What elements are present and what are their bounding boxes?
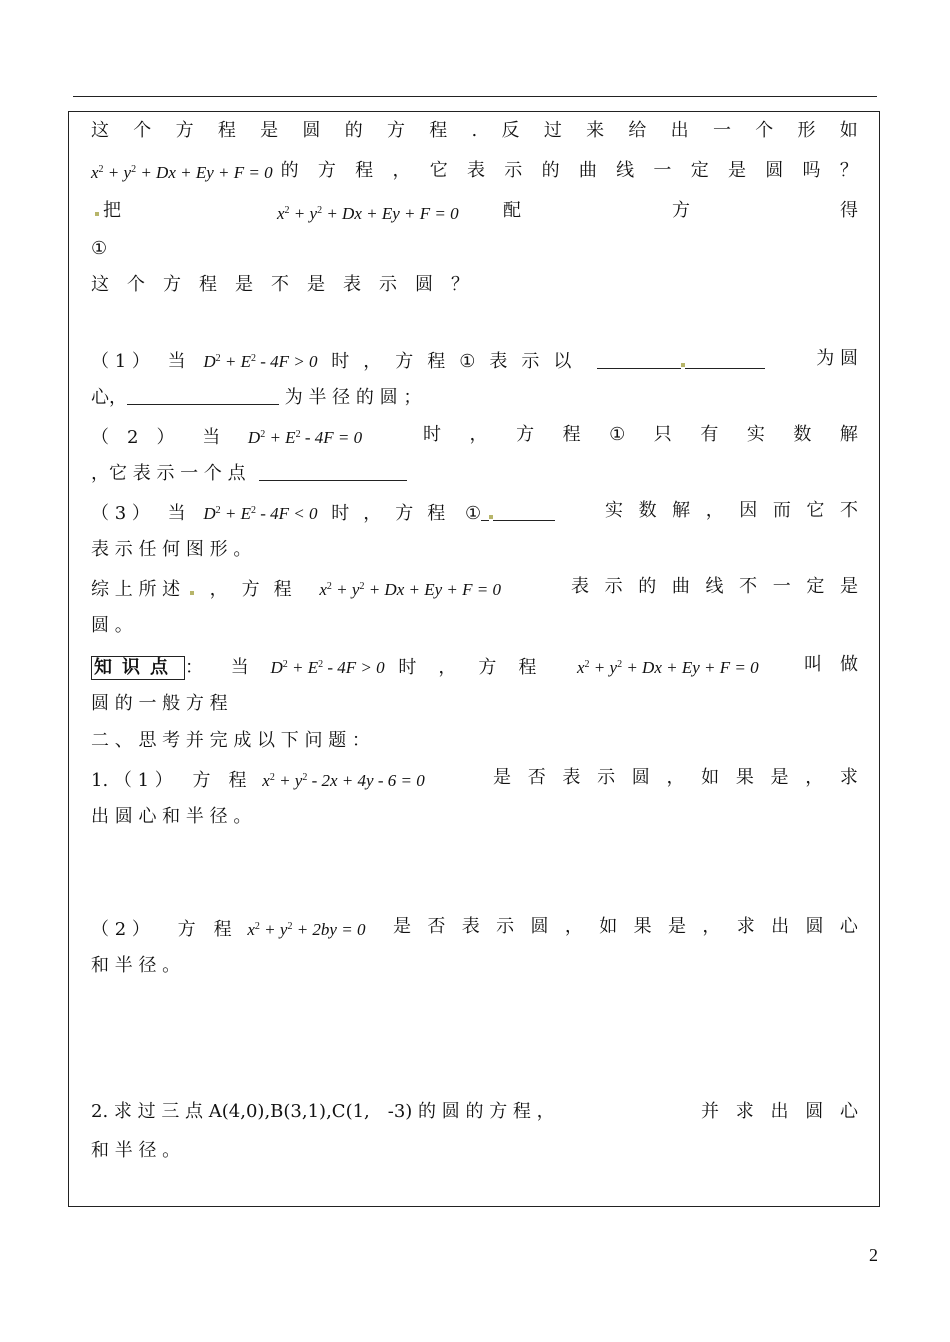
circled-one: ① — [465, 503, 482, 524]
c1_rest-char: ① — [459, 351, 476, 372]
l2_rest-char: 的 — [541, 160, 560, 181]
section-2-heading — [91, 726, 858, 756]
l2_rest-char: 曲 — [578, 160, 597, 181]
s1_tail-char: 定 — [806, 576, 825, 597]
blank-center-1[interactable] — [597, 350, 681, 369]
c3_d-char: 不 — [839, 500, 858, 521]
l2_rest-char: 一 — [653, 160, 672, 181]
q3_rest-char: 并 — [701, 1101, 719, 1122]
line-3 — [91, 196, 858, 226]
c2_rest-char: ， — [469, 424, 488, 445]
q3-tail: 和 半 径 。 — [91, 1140, 181, 1161]
l2_rest-char: ？ — [839, 160, 858, 181]
q2_rest-char: ， — [564, 916, 583, 937]
q2-equation: $x^2 + y^2 + 2by = 0$ — [247, 920, 366, 939]
line-4 — [91, 234, 858, 264]
case-1-tail: 为 半 径 的 圆 ； — [284, 387, 422, 408]
l2_rest-char: 圆 — [765, 160, 784, 181]
l1-char: 出 — [670, 120, 689, 141]
q2_rest-char: 如 — [599, 916, 618, 937]
l1-char: 反 — [501, 120, 520, 141]
l1-char: 程 — [429, 120, 448, 141]
q2_rest-char: 示 — [496, 916, 515, 937]
case-2-label: （ 2 ） — [91, 427, 175, 448]
l2_rest-char: 定 — [690, 160, 709, 181]
question-2 — [91, 1097, 858, 1127]
knowledge-point-box: 知识点 — [91, 656, 185, 680]
header-rule — [73, 96, 877, 97]
equation-general: $x^2 + y^2 + Dx + Ey + F = 0$ — [91, 162, 273, 182]
c1_rest-char: 示 — [521, 351, 540, 372]
q2_rest-char: 圆 — [805, 916, 824, 937]
q1_rest-char: 表 — [562, 767, 581, 788]
case-2-tail: ，它 表 示 一 个 点 — [91, 463, 246, 484]
q1_rest-char: ， — [666, 767, 685, 788]
case-1-label: （ 1 ） — [91, 351, 150, 372]
s1_rest-char: ， — [209, 579, 228, 600]
q2_rest-char: 是 — [668, 916, 686, 937]
c3_d-char: 实 — [605, 500, 623, 521]
s1_tail-char: 不 — [739, 576, 758, 597]
case-3-condition: $D^2 + E^2 - 4F < 0$ — [203, 504, 318, 523]
case-2-condition: $D^2 + E^2 - 4F = 0$ — [247, 428, 363, 447]
case-1-wei-yuan: 为 圆 — [816, 348, 858, 369]
blank-radius[interactable] — [127, 386, 279, 405]
blank-center-2[interactable] — [685, 350, 765, 369]
case-3-line-2 — [91, 535, 858, 565]
kp_b-char: 程 — [518, 657, 537, 678]
c3_d-char: 它 — [806, 500, 825, 521]
l1-char: 形 — [797, 120, 816, 141]
summary-line-2 — [91, 611, 858, 641]
q2_rest-char: 表 — [461, 916, 480, 937]
mark-dot — [190, 591, 194, 595]
q1-fangcheng: 方 程 — [192, 770, 247, 791]
question-1-1-line-2 — [91, 802, 858, 832]
s1_tail-char: 的 — [638, 576, 657, 597]
case-2-line — [91, 420, 858, 450]
q1_rest-char: 是 — [493, 767, 511, 788]
q1_rest-char: 果 — [735, 767, 754, 788]
c3_d-char: ， — [705, 500, 724, 521]
l2_rest-char: 程 — [355, 160, 374, 181]
l2_rest-char: 线 — [616, 160, 635, 181]
kp_b-char: 时 — [398, 657, 417, 678]
case-3-tail: 表 示 任 何 图 形 。 — [91, 539, 252, 560]
blank-solutions-b[interactable] — [493, 502, 555, 521]
l5-char: 圆 — [415, 274, 433, 295]
q2_rest-char: 求 — [736, 916, 755, 937]
c2_rest-char: 时 — [423, 424, 441, 445]
l1-char: 方 — [386, 120, 405, 141]
q2-fangcheng: 方 程 — [177, 919, 232, 940]
c3_d-char: 因 — [739, 500, 758, 521]
knowledge-point-line — [91, 650, 858, 680]
text-fang: 方 — [672, 200, 690, 221]
c2_rest-char: 实 — [746, 424, 765, 445]
q1_rest-char: 圆 — [631, 767, 650, 788]
page-number: 2 — [869, 1245, 878, 1265]
mark-dot — [95, 212, 99, 216]
text-de: 得 — [840, 200, 858, 221]
case-2-line-2 — [91, 459, 858, 489]
q3-text: 2. 求 过 三 点 A(4,0),B(3,1),C(1, -3) 的 圆 的 方 程 ， — [91, 1101, 555, 1122]
kp-tail: 圆 的 一 般 方 程 — [91, 693, 228, 714]
l1-char: 方 — [175, 120, 194, 141]
s1_rest-char: 程 — [273, 579, 292, 600]
s1_tail-char: 曲 — [671, 576, 690, 597]
l1-char: 圆 — [302, 120, 321, 141]
kp_b-char: ， — [438, 657, 457, 678]
kp-dang: 当 — [230, 657, 249, 678]
c3_rest-char: ， — [363, 503, 382, 524]
case-1-dang: 当 — [167, 351, 186, 372]
s1_tail-char: 线 — [705, 576, 724, 597]
l2_rest-char: 方 — [317, 160, 336, 181]
c2_rest-char: 程 — [562, 424, 581, 445]
c3_rest-char: 程 — [427, 503, 446, 524]
line-1 — [91, 116, 858, 146]
question-2-line-2 — [91, 1136, 858, 1166]
q1_rest-char: 否 — [527, 767, 546, 788]
l5-char: 表 — [343, 274, 361, 295]
l1-char: 的 — [344, 120, 363, 141]
q1_rest-char: 是 — [770, 767, 789, 788]
l5-char: 示 — [379, 274, 397, 295]
c2_rest-char: 解 — [839, 424, 858, 445]
c3_rest-char: 时 — [331, 503, 350, 524]
case-1-line-2 — [91, 383, 858, 413]
q2-label: （ 2 ） — [91, 919, 150, 940]
c1_rest-char: 方 — [395, 351, 414, 372]
summary-equation: $x^2 + y^2 + Dx + Ey + F = 0$ — [319, 580, 501, 599]
kp-colon: ： — [185, 657, 203, 678]
q2_rest-char: 是 — [393, 916, 411, 937]
case-2-dang: 当 — [202, 427, 221, 448]
l1-char: 给 — [628, 120, 647, 141]
circled-one: ① — [91, 238, 108, 259]
q2-tail: 和 半 径 。 — [91, 955, 181, 976]
summary-line — [91, 572, 858, 602]
q2_rest-char: 心 — [839, 916, 858, 937]
q1-equation: $x^2 + y^2 - 2x + 4y - 6 = 0$ — [262, 771, 425, 790]
s1_rest-char: 方 — [241, 579, 260, 600]
section-2-title: 二 、 思 考 并 完 成 以 下 问 题 ： — [91, 730, 370, 751]
c1_rest-char: 表 — [489, 351, 508, 372]
l2_rest-char: 是 — [727, 160, 746, 181]
q2_rest-char: 果 — [633, 916, 652, 937]
summary-tail: 圆 。 — [91, 615, 133, 636]
q2_rest-char: ， — [702, 916, 721, 937]
kp-equation: $x^2 + y^2 + Dx + Ey + F = 0$ — [577, 658, 759, 677]
q1-tail: 出 圆 心 和 半 径 。 — [91, 806, 252, 827]
blank-point[interactable] — [259, 462, 407, 481]
q3_rest-char: 求 — [735, 1101, 754, 1122]
q3_rest-char: 心 — [840, 1101, 858, 1122]
summary-label: 综 上 所 述 — [91, 579, 181, 600]
c2_rest-char: 方 — [516, 424, 535, 445]
line-2 — [91, 156, 858, 186]
l5-char: 是 — [307, 274, 325, 295]
q3_rest-char: 出 — [770, 1101, 789, 1122]
s1_tail-char: 是 — [840, 576, 858, 597]
case-3-line — [91, 496, 858, 526]
c3_d-char: 数 — [638, 500, 657, 521]
l1-char: . — [471, 120, 478, 141]
question-1-2 — [91, 912, 858, 942]
kp-jiaozuo: 叫 做 — [804, 654, 858, 675]
c1_rest-char: 时 — [331, 351, 350, 372]
s1_tail-char: 一 — [772, 576, 791, 597]
l1-char: 程 — [217, 120, 236, 141]
case-3-label: （ 3 ） — [91, 503, 150, 524]
c1_rest-char: 以 — [553, 351, 572, 372]
q1_rest-char: ， — [805, 767, 824, 788]
equation-general-2: $x^2 + y^2 + Dx + Ey + F = 0$ — [277, 204, 459, 223]
line-5 — [91, 270, 858, 300]
c3_rest-char: 方 — [395, 503, 414, 524]
l1-char: 如 — [839, 120, 858, 141]
l2_rest-char: 吗 — [802, 160, 821, 181]
case-1-line — [91, 344, 858, 374]
question-1-1 — [91, 763, 858, 793]
c1_rest-char: 程 — [427, 351, 446, 372]
l1-char: 来 — [586, 120, 605, 141]
l5-char: 是 — [235, 274, 253, 295]
l5-char: 程 — [199, 274, 217, 295]
s1_tail-char: 表 — [571, 576, 589, 597]
l2_rest-char: 的 — [280, 160, 299, 181]
q3_rest-char: 圆 — [805, 1101, 824, 1122]
c2_rest-char: 有 — [700, 424, 719, 445]
blank-solutions-a[interactable] — [481, 502, 489, 521]
c3_d-char: 解 — [672, 500, 691, 521]
l1-char: 个 — [133, 120, 152, 141]
kp-condition: $D^2 + E^2 - 4F > 0$ — [270, 658, 385, 677]
text-ba: 把 — [103, 200, 121, 221]
q1_rest-char: 示 — [597, 767, 616, 788]
q2_rest-char: 否 — [427, 916, 446, 937]
c2_rest-char: ① — [609, 424, 626, 445]
q2_rest-char: 出 — [771, 916, 790, 937]
q2_rest-char: 圆 — [530, 916, 549, 937]
kp_b-char: 方 — [478, 657, 497, 678]
l5-char: 个 — [127, 274, 145, 295]
l1-char: 一 — [712, 120, 731, 141]
l1-char: 个 — [755, 120, 774, 141]
c2_rest-char: 数 — [793, 424, 812, 445]
text-xin: 心， — [91, 387, 127, 408]
l1-char: 过 — [543, 120, 562, 141]
l2_rest-char: 表 — [467, 160, 486, 181]
l1-char: 这 — [91, 120, 109, 141]
c1_rest-char: ， — [363, 351, 382, 372]
case-1-condition: $D^2 + E^2 - 4F > 0$ — [203, 352, 318, 371]
l1-char: 是 — [260, 120, 279, 141]
s1_tail-char: 示 — [604, 576, 623, 597]
q1_rest-char: 如 — [701, 767, 720, 788]
l5-char: 方 — [163, 274, 181, 295]
question-1-2-line-2 — [91, 951, 858, 981]
l2_rest-char: 示 — [504, 160, 523, 181]
q1_rest-char: 求 — [839, 767, 858, 788]
l5-char: 不 — [271, 274, 289, 295]
c3_d-char: 而 — [772, 500, 791, 521]
l2_rest-char: ， — [392, 160, 411, 181]
text-pei: 配 — [503, 200, 521, 221]
q1-label: 1. （ 1 ） — [91, 770, 173, 791]
knowledge-point-line-2 — [91, 689, 858, 719]
l2_rest-char: 它 — [429, 160, 448, 181]
case-3-dang: 当 — [167, 503, 186, 524]
l5-char: 这 — [91, 274, 109, 295]
l5-char: ？ — [451, 274, 469, 295]
c2_rest-char: 只 — [653, 424, 672, 445]
